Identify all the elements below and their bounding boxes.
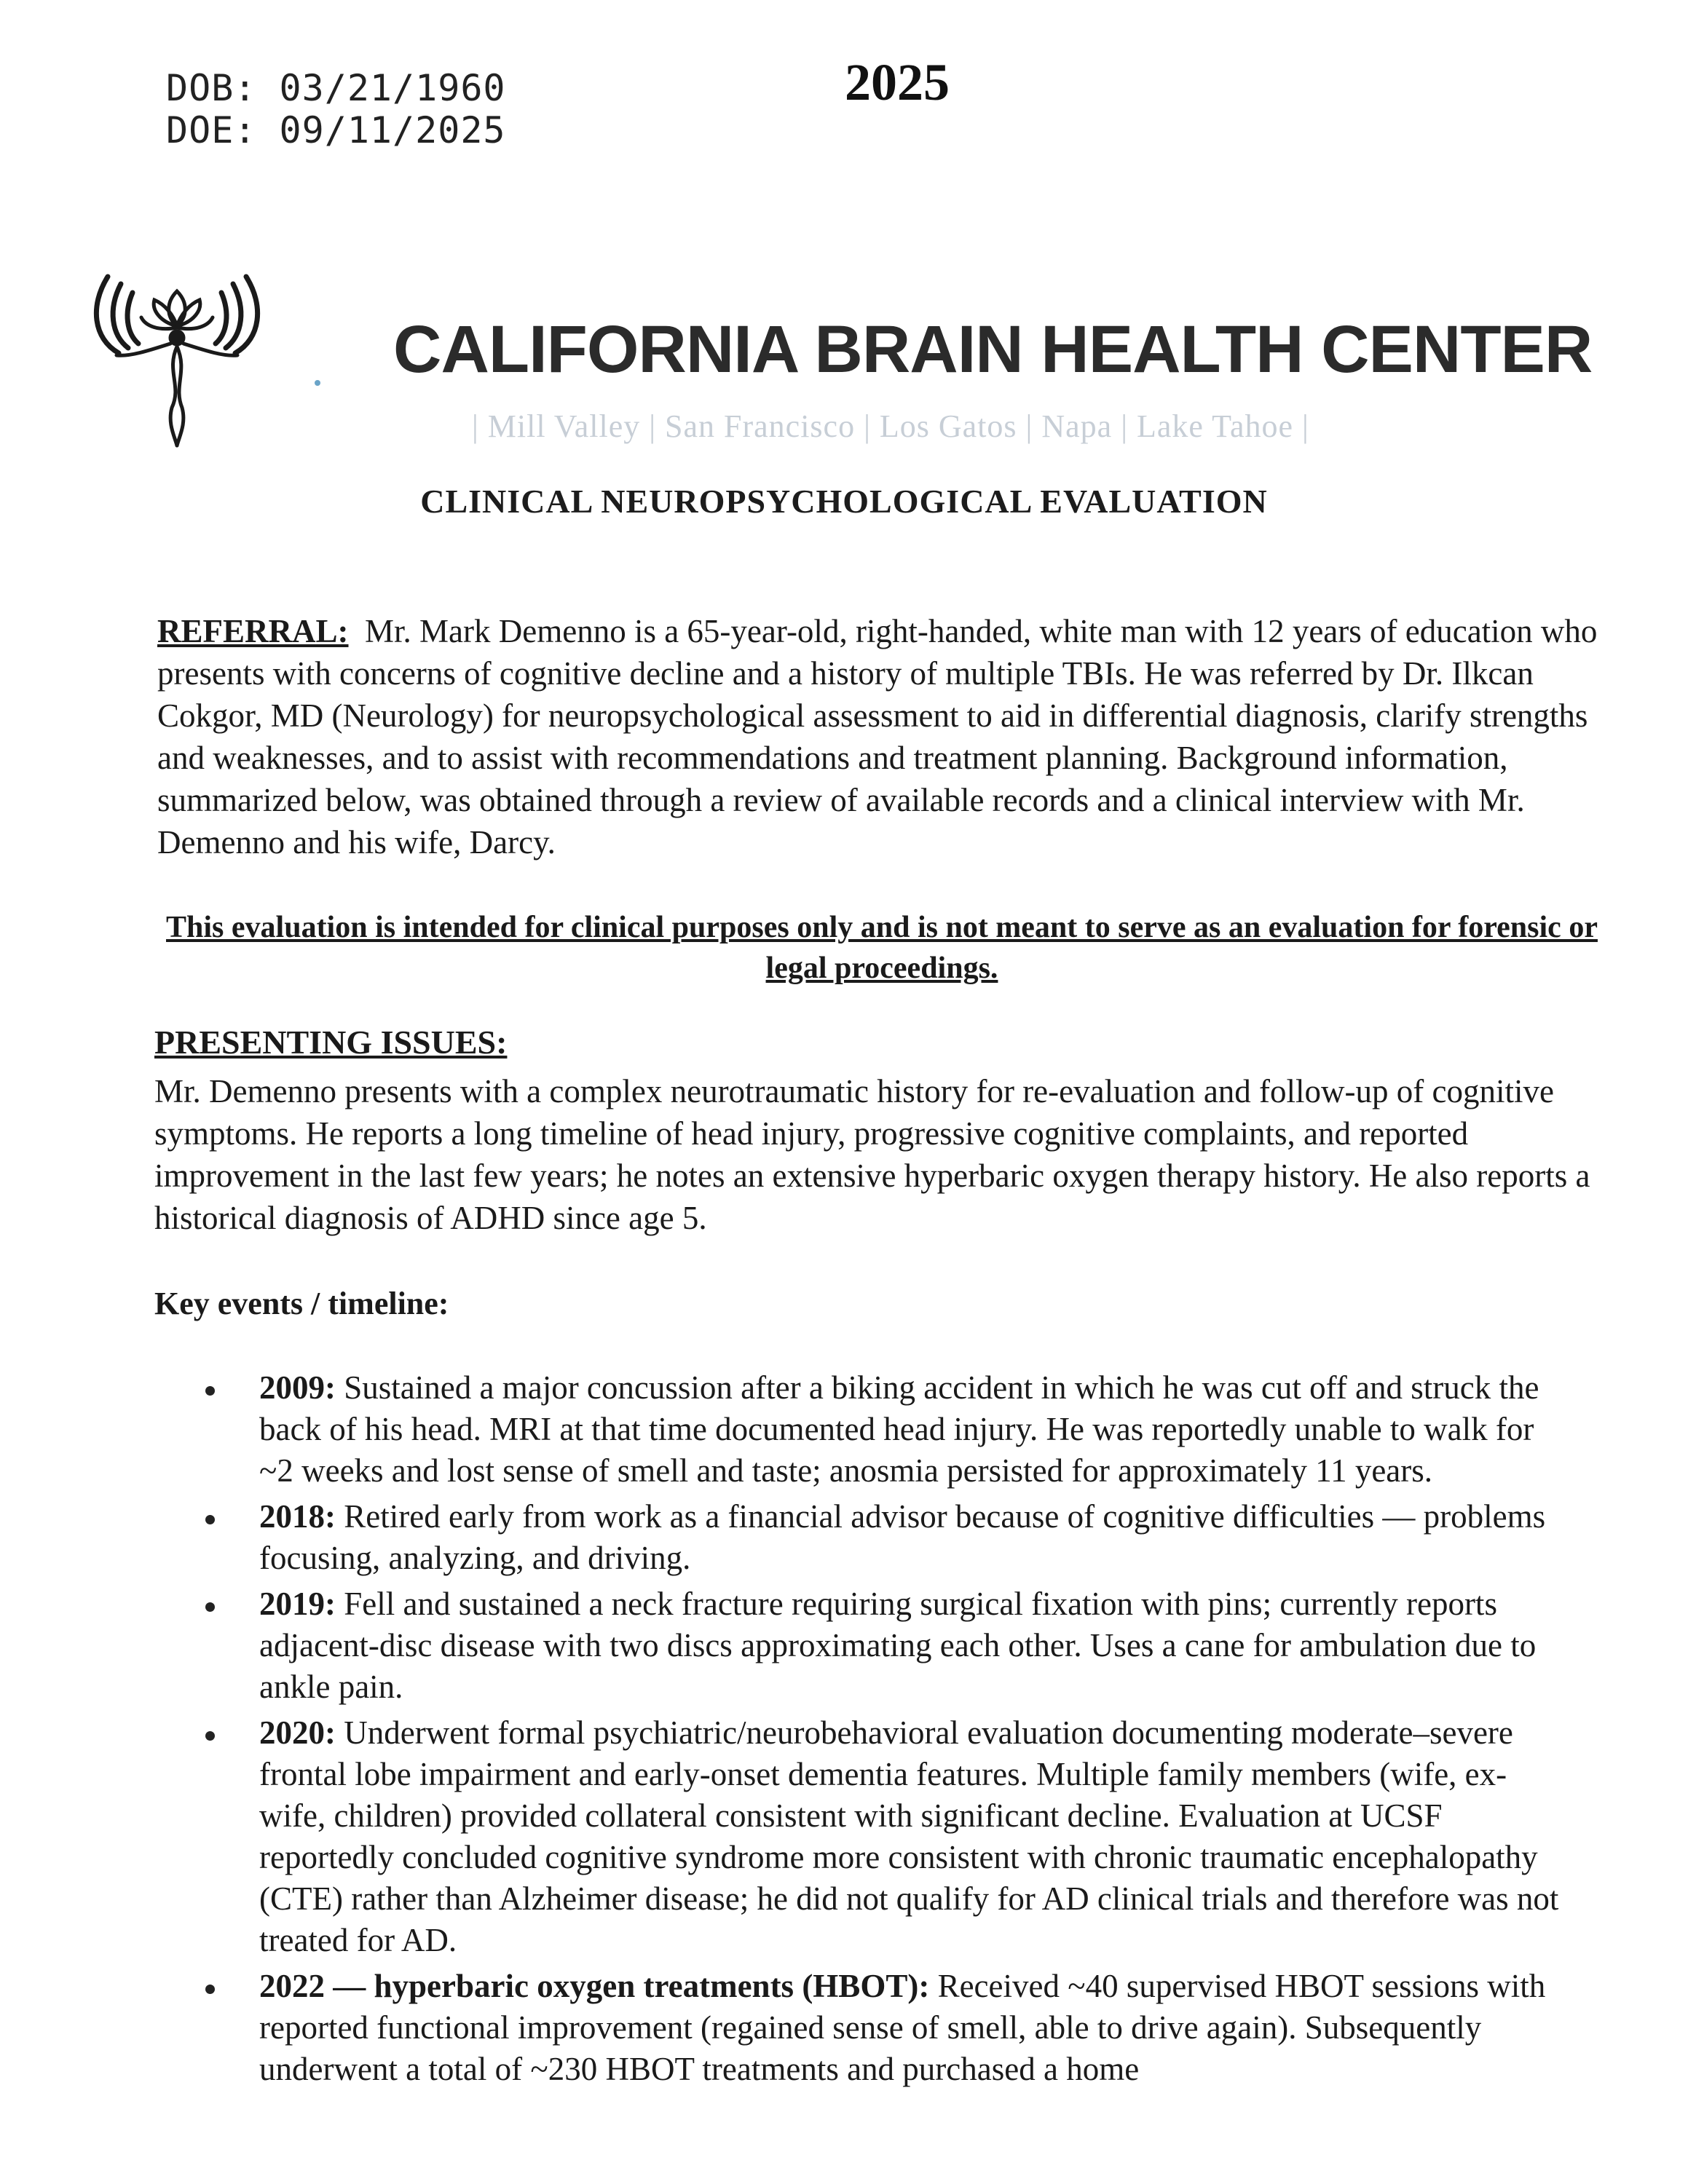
report-year: 2025: [845, 53, 950, 111]
timeline-year: 2020:: [259, 1714, 336, 1751]
timeline-text: Received ~40 supervised HBOT sessions with reported functional improvement (regained sense of smell, able to drive again). Subsequently underwent a total of ~230 HBOT treatments and purchased a home: [259, 1968, 1546, 2087]
disclaimer: This evaluation is intended for clinical purposes only and is not meant to serve as an evaluation for forensic or legal proceedings.: [166, 911, 1598, 985]
timeline-text: Underwent formal psychiatric/neurobehavioral evaluation documenting moderate–severe frontal lobe impairment and early-onset dementia features. Multiple family members (wife, ex-wife, children) provided collateral consistent with significant decline. Evaluation at UCSF reportedly concluded cognitive syndrome more consistent with chronic traumatic encephalopathy (CTE) rather than Alzheimer disease; he did not qualify for AD clinical trials and therefore was not treated for AD.: [259, 1714, 1559, 1958]
timeline-year: 2019:: [259, 1586, 336, 1622]
timeline-year: 2018:: [259, 1498, 336, 1535]
timeline-item: [205, 1712, 1567, 1961]
document-title: CLINICAL NEUROPSYCHOLOGICAL EVALUATION: [420, 483, 1268, 520]
center-locations: | Mill Valley | San Francisco | Los Gatos | Napa | Lake Tahoe |: [472, 408, 1309, 444]
timeline-heading: Key events / timeline:: [154, 1286, 449, 1321]
timeline-text: Fell and sustained a neck fracture requiring surgical fixation with pins; currently reports adjacent-disc disease with two discs approximating each other. Uses a cane for ambulation due to ankle pain.: [259, 1586, 1537, 1705]
patient-dates: [166, 67, 506, 151]
referral-label: REFERRAL:: [157, 613, 349, 649]
decorative-dot: [315, 380, 320, 386]
timeline-list: [205, 1367, 1567, 2094]
timeline-item: [205, 1583, 1567, 1708]
lotus-figure-icon: [79, 262, 275, 451]
timeline-item: [205, 1496, 1567, 1579]
timeline-item: [205, 1367, 1567, 1492]
timeline-year: 2009:: [259, 1369, 336, 1406]
presenting-issues-text: Mr. Demenno presents with a complex neurotraumatic history for re-evaluation and follow-up of cognitive symptoms. He reports a long timeline of head injury, progressive cognitive complaints, and reported improvement in the last few years; he notes an extensive hyperbaric oxygen therapy history. He also reports a historical diagnosis of ADHD since age 5.: [154, 1073, 1590, 1236]
timeline-text: Sustained a major concussion after a biking accident in which he was cut off and struck the back of his head. MRI at that time documented head injury. He was reportedly unable to walk for ~2 weeks and lost sense of smell and taste; anosmia persisted for approximately 11 years.: [259, 1369, 1539, 1489]
dob-text: DOB: 03/21/1960: [166, 67, 506, 109]
timeline-text: Retired early from work as a financial advisor because of cognitive difficulties — problems focusing, analyzing, and driving.: [259, 1498, 1546, 1576]
doe-text: DOE: 09/11/2025: [166, 109, 506, 151]
referral-text: Mr. Mark Demenno is a 65-year-old, right-handed, white man with 12 years of education who presents with concerns of cognitive decline and a history of multiple TBIs. He was referred by Dr. Ilkcan Cokgor, MD (Neurology) for neuropsychological assessment to aid in differential diagnosis, clarify strengths and weaknesses, and to assist with recommendations and treatment planning. Background information, summarized below, was obtained through a review of available records and a clinical interview with Mr. Demenno and his wife, Darcy.: [157, 613, 1598, 860]
presenting-issues-heading: PRESENTING ISSUES:: [154, 1024, 508, 1061]
timeline-year: 2022 — hyperbaric oxygen treatments (HBOT):: [259, 1968, 930, 2004]
timeline-item: [205, 1966, 1567, 2090]
referral-section: [157, 610, 1606, 863]
center-name: CALIFORNIA BRAIN HEALTH CENTER: [393, 312, 1593, 387]
